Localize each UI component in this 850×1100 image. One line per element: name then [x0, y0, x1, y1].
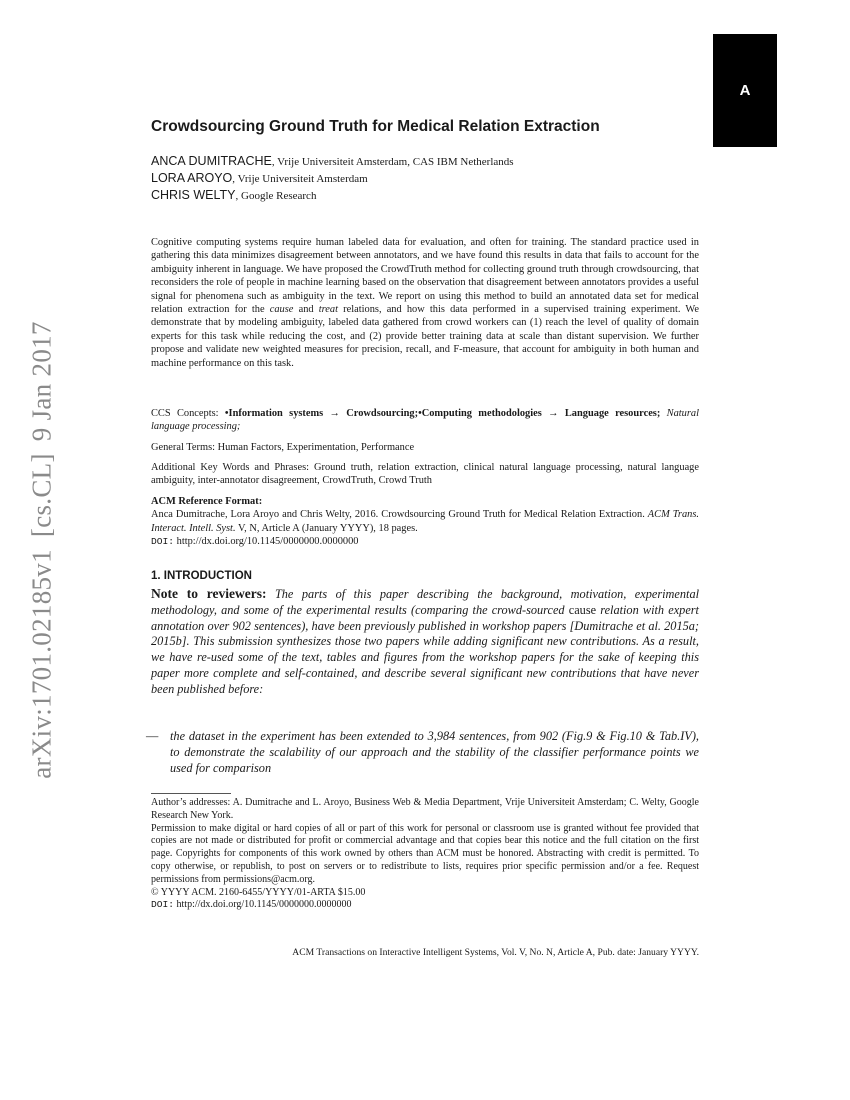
reference-doi — [151, 535, 699, 548]
abstract-text: and — [293, 304, 319, 316]
arxiv-side-stamp — [27, 315, 58, 784]
running-footer: ACM Transactions on Interactive Intelligent Systems, Vol. V, No. N, Article A, Pub. date: January YYYY. — [292, 947, 699, 958]
reference-text — [151, 508, 699, 535]
author-name: CHRIS WELTY — [151, 188, 236, 202]
note-text: The parts of this paper describing the background, motivation, experimental methodology, and some of the experimental results (comparing the crowd-sourced — [151, 587, 700, 617]
author-name: ANCA DUMITRACHE — [151, 154, 272, 168]
footnote-rule — [151, 793, 231, 794]
author-entry — [151, 153, 699, 170]
ccs-concept: •Computing methodologies → Language resources; — [418, 408, 661, 419]
ccs-label: CCS Concepts: — [151, 408, 225, 419]
reference-journal: ACM Trans. Interact. Intell. Syst. — [151, 509, 700, 534]
note-to-reviewers — [151, 586, 699, 698]
bullet-item — [146, 729, 699, 776]
reference-citation: Anca Dumitrache, Lora Aroyo and Chris Welty, 2016. Crowdsourcing Ground Truth for Medical Relation Extraction. — [151, 509, 648, 521]
abstract-term-cause: cause — [269, 304, 294, 316]
doi-label: DOI: — [151, 899, 175, 911]
footnote-doi — [151, 899, 699, 912]
bullet-text: the dataset in the experiment has been extended to 3,984 sentences, from 902 (Fig.9 & Fig.10 & Tab.IV), to demonstrate the scalability of our approach and the stability of the classifier performance points we used for comparison — [170, 729, 699, 775]
abstract-term-treat: treat — [318, 304, 338, 316]
doi-label: DOI: — [151, 536, 175, 548]
copyright-line: © YYYY ACM. 2160-6455/YYYY/01-ARTA $15.00 — [151, 886, 366, 898]
abstract — [151, 236, 699, 370]
arxiv-category: [cs.CL] — [26, 453, 57, 538]
abstract-text: Cognitive computing systems require human labeled data for evaluation, and often for training. The standard practice used in gathering this data minimizes disagreement between annotators, and we have found this results in data that fails to account for the ambiguity inherent in language. We have proposed the CrowdTruth method for collecting ground truth through crowdsourcing, that reconsiders the role of people in machine learning based on the observation that disagreement between annotators provides a useful signal for phenomena such as ambiguity in the text. We report on using this method to build an annotated data set for medical relation extraction for the — [151, 237, 699, 316]
note-lead: Note to reviewers: — [151, 586, 267, 601]
keywords: Additional Key Words and Phrases: Ground truth, relation extraction, clinical natural language processing, natural language ambiguity, inter-annotator disagreement, CrowdTruth, Crowd Truth — [151, 462, 699, 487]
ccs-concepts — [151, 407, 699, 434]
author-addresses: Author’s addresses: A. Dumitrache and L. Aroyo, Business Web & Media Department, Vrije Universiteit Amsterdam; C. Welty, Google Research New York. — [151, 797, 699, 821]
doi-link[interactable]: http://dx.doi.org/10.1145/0000000.0000000 — [174, 536, 359, 548]
note-term: cause — [568, 602, 597, 617]
author-affiliation: , Vrije Universiteit Amsterdam, CAS IBM Netherlands — [271, 156, 514, 168]
author-affiliation: , Vrije Universiteit Amsterdam — [232, 173, 368, 185]
acm-reference — [151, 495, 699, 549]
author-entry — [151, 187, 699, 204]
general-terms: General Terms: Human Factors, Experimentation, Performance — [151, 442, 415, 453]
footnote — [151, 797, 699, 912]
note-text: relation with expert annotation over 902 sentences), have been previously published in workshop papers [Dumitrache et al. 2015a; 2015b]. This submission synthesizes those two papers while adding significant new contributions. As a result, we have re-used some of the text, tables and figures from the workshop papers for the sake of keeping this paper more complete and self-contained, and describe several significant new contributions that have never been published before: — [151, 602, 699, 696]
author-list — [151, 153, 699, 204]
doi-link[interactable]: http://dx.doi.org/10.1145/0000000.0000000 — [174, 899, 352, 911]
section-heading: 1. INTRODUCTION — [151, 570, 252, 582]
author-name: LORA AROYO — [151, 171, 233, 185]
paper-title: Crowdsourcing Ground Truth for Medical Relation Extraction — [151, 118, 600, 135]
ccs-subconcept: Natural language processing; — [151, 408, 699, 433]
bullet-dash: — — [146, 729, 159, 743]
reference-heading: ACM Reference Format: — [151, 496, 263, 507]
ccs-concept: •Information systems → Crowdsourcing; — [224, 408, 419, 419]
article-tab: A — [713, 34, 777, 147]
arxiv-id: arXiv:1701.02185v1 — [26, 549, 57, 779]
permission-notice: Permission to make digital or hard copies of all or part of this work for personal or classroom use is granted without fee provided that copies are not made or distributed for profit or commercial advantage and that copies bear this notice and the full citation on the first page. Copyrights for components of this work owned by others than ACM must be honored. Abstracting with credit is permitted. To copy otherwise, or republish, to post on servers or to redistribute to lists, requires prior specific permission and/or a fee. Request permissions from permissions@acm.org. — [151, 822, 699, 885]
arxiv-date: 9 Jan 2017 — [26, 321, 57, 442]
author-affiliation: , Google Research — [235, 190, 317, 202]
abstract-text: relations, and how this data performed in a supervised training experiment. We demonstrate that by modeling ambiguity, labeled data gathered from crowd workers can (1) reach the level of quality of domain experts for this task while reducing the cost, and (2) provide better training data at scale than distant supervision. We further propose and validate new weighted measures for precision, recall, and F-measure, that account for ambiguity in both human and machine performance on this task. — [151, 304, 699, 369]
author-entry — [151, 170, 699, 187]
reference-citation: V, N, Article A (January YYYY), 18 pages. — [235, 522, 418, 534]
